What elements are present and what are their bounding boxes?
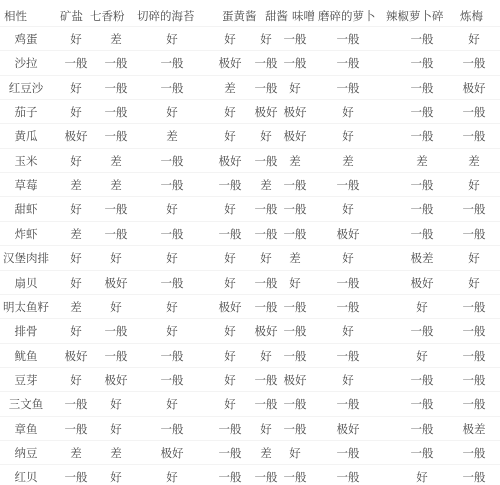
table-cell: 极差 <box>410 251 434 265</box>
table-cell: 一般 <box>64 56 88 70</box>
row-divider <box>0 416 500 417</box>
table-cell: 好 <box>289 81 301 95</box>
table-cell: 好 <box>110 422 122 436</box>
table-cell: 一般 <box>410 56 434 70</box>
table-cell: 好 <box>166 202 178 216</box>
table-cell: 一般 <box>336 300 360 314</box>
table-cell: 好 <box>224 373 236 387</box>
table-cell: 极好 <box>64 349 88 363</box>
row-label: 鸡蛋 <box>14 32 38 46</box>
table-cell: 一般 <box>160 227 184 241</box>
table-cell: 好 <box>110 470 122 484</box>
table-cell: 极好 <box>160 446 184 460</box>
table-cell: 一般 <box>64 397 88 411</box>
table-cell: 好 <box>70 32 82 46</box>
row-label: 红豆沙 <box>8 81 44 95</box>
table-cell: 差 <box>70 300 82 314</box>
table-cell: 差 <box>110 154 122 168</box>
table-cell: 一般 <box>410 32 434 46</box>
table-cell: 好 <box>224 397 236 411</box>
table-cell: 极好 <box>254 105 278 119</box>
table-cell: 好 <box>342 373 354 387</box>
row-divider <box>0 270 500 271</box>
table-cell: 一般 <box>64 422 88 436</box>
table-cell: 差 <box>110 446 122 460</box>
header-shichimi: 七香粉 <box>90 9 125 23</box>
table-cell: 极好 <box>336 422 360 436</box>
row-label: 茄子 <box>14 105 38 119</box>
table-cell: 一般 <box>336 397 360 411</box>
table-cell: 差 <box>166 129 178 143</box>
header-chili-radish: 辣椒萝卜碎 <box>386 9 444 23</box>
row-divider <box>0 343 500 344</box>
row-divider <box>0 221 500 222</box>
table-cell: 一般 <box>64 470 88 484</box>
row-label: 豆芽 <box>14 373 38 387</box>
table-cell: 一般 <box>160 178 184 192</box>
table-cell: 一般 <box>104 105 128 119</box>
header-pickled-plum: 炼梅 <box>460 9 483 23</box>
table-cell: 一般 <box>104 129 128 143</box>
row-divider <box>0 391 500 392</box>
table-cell: 差 <box>70 446 82 460</box>
table-cell: 好 <box>260 251 272 265</box>
table-cell: 一般 <box>104 202 128 216</box>
table-cell: 极好 <box>462 81 486 95</box>
table-cell: 好 <box>70 324 82 338</box>
table-cell: 好 <box>224 276 236 290</box>
table-cell: 一般 <box>462 129 486 143</box>
table-cell: 好 <box>468 178 480 192</box>
table-cell: 一般 <box>160 373 184 387</box>
table-cell: 极好 <box>254 324 278 338</box>
table-cell: 一般 <box>104 56 128 70</box>
table-cell: 好 <box>70 105 82 119</box>
table-cell: 差 <box>260 446 272 460</box>
table-cell: 一般 <box>160 81 184 95</box>
table-cell: 一般 <box>283 422 307 436</box>
row-divider <box>0 367 500 368</box>
row-label: 玉米 <box>14 154 38 168</box>
table-cell: 一般 <box>218 446 242 460</box>
table-cell: 好 <box>260 129 272 143</box>
row-divider <box>0 196 500 197</box>
table-cell: 差 <box>342 154 354 168</box>
table-cell: 一般 <box>462 397 486 411</box>
row-label: 甜虾 <box>14 202 38 216</box>
table-cell: 好 <box>110 300 122 314</box>
table-cell: 好 <box>342 251 354 265</box>
table-cell: 一般 <box>283 178 307 192</box>
table-cell: 一般 <box>336 81 360 95</box>
table-cell: 一般 <box>462 56 486 70</box>
table-cell: 一般 <box>410 129 434 143</box>
table-cell: 一般 <box>410 422 434 436</box>
table-cell: 一般 <box>283 470 307 484</box>
table-cell: 一般 <box>218 422 242 436</box>
table-cell: 一般 <box>254 202 278 216</box>
table-cell: 好 <box>342 324 354 338</box>
table-cell: 好 <box>224 324 236 338</box>
table-cell: 好 <box>70 81 82 95</box>
row-label: 红贝 <box>14 470 38 484</box>
table-cell: 一般 <box>336 178 360 192</box>
table-cell: 好 <box>166 397 178 411</box>
header-miso: 味噌 <box>292 9 315 23</box>
table-cell: 一般 <box>104 81 128 95</box>
table-cell: 极好 <box>104 373 128 387</box>
table-cell: 差 <box>289 251 301 265</box>
table-cell: 极好 <box>218 154 242 168</box>
table-cell: 好 <box>166 300 178 314</box>
table-cell: 一般 <box>283 56 307 70</box>
table-cell: 好 <box>70 202 82 216</box>
table-cell: 一般 <box>283 324 307 338</box>
table-cell: 一般 <box>218 178 242 192</box>
table-cell: 一般 <box>160 349 184 363</box>
table-cell: 极好 <box>218 300 242 314</box>
table-cell: 一般 <box>410 397 434 411</box>
table-cell: 一般 <box>104 227 128 241</box>
table-cell: 一般 <box>410 324 434 338</box>
table-cell: 一般 <box>160 154 184 168</box>
row-divider <box>0 26 500 27</box>
table-cell: 好 <box>289 276 301 290</box>
row-label: 三文鱼 <box>8 397 44 411</box>
table-cell: 极好 <box>283 373 307 387</box>
table-cell: 一般 <box>104 324 128 338</box>
header-rock-salt: 矿盐 <box>60 9 83 23</box>
table-cell: 一般 <box>462 324 486 338</box>
table-cell: 差 <box>110 178 122 192</box>
table-cell: 差 <box>289 154 301 168</box>
row-divider <box>0 464 500 465</box>
row-divider <box>0 148 500 149</box>
row-divider <box>0 172 500 173</box>
table-cell: 极好 <box>104 276 128 290</box>
table-cell: 好 <box>289 446 301 460</box>
table-cell: 一般 <box>336 32 360 46</box>
table-cell: 一般 <box>462 470 486 484</box>
table-cell: 好 <box>224 129 236 143</box>
table-cell: 差 <box>70 178 82 192</box>
table-cell: 好 <box>260 422 272 436</box>
row-label: 草莓 <box>14 178 38 192</box>
table-cell: 好 <box>468 276 480 290</box>
table-cell: 一般 <box>462 202 486 216</box>
table-cell: 好 <box>224 202 236 216</box>
table-cell: 一般 <box>336 276 360 290</box>
table-cell: 好 <box>166 105 178 119</box>
table-cell: 好 <box>110 251 122 265</box>
table-cell: 一般 <box>410 178 434 192</box>
table-cell: 好 <box>342 129 354 143</box>
table-cell: 差 <box>260 178 272 192</box>
table-cell: 一般 <box>410 446 434 460</box>
table-cell: 一般 <box>462 349 486 363</box>
table-cell: 一般 <box>336 470 360 484</box>
row-divider <box>0 75 500 76</box>
table-cell: 一般 <box>254 276 278 290</box>
table-cell: 好 <box>166 324 178 338</box>
row-divider <box>0 294 500 295</box>
header-sweet-sauce: 甜酱 <box>265 9 288 23</box>
table-cell: 极好 <box>336 227 360 241</box>
table-cell: 好 <box>166 251 178 265</box>
row-label: 扇贝 <box>14 276 38 290</box>
table-cell: 好 <box>416 300 428 314</box>
table-cell: 一般 <box>254 81 278 95</box>
table-cell: 一般 <box>410 227 434 241</box>
table-cell: 一般 <box>218 470 242 484</box>
table-cell: 好 <box>342 202 354 216</box>
table-cell: 一般 <box>462 373 486 387</box>
table-cell: 好 <box>224 32 236 46</box>
table-cell: 极好 <box>283 105 307 119</box>
table-cell: 好 <box>224 105 236 119</box>
row-divider <box>0 318 500 319</box>
table-cell: 一般 <box>254 154 278 168</box>
table-cell: 一般 <box>410 202 434 216</box>
table-cell: 一般 <box>336 446 360 460</box>
table-cell: 一般 <box>104 349 128 363</box>
table-cell: 好 <box>260 349 272 363</box>
table-cell: 极差 <box>462 422 486 436</box>
table-cell: 一般 <box>410 373 434 387</box>
header-pairing: 相性 <box>4 9 27 23</box>
table-cell: 好 <box>260 32 272 46</box>
row-divider <box>0 245 500 246</box>
table-cell: 好 <box>110 397 122 411</box>
table-cell: 差 <box>110 32 122 46</box>
table-cell: 一般 <box>254 300 278 314</box>
row-label: 汉堡肉排 <box>3 251 49 265</box>
table-cell: 好 <box>224 349 236 363</box>
header-seaweed: 切碎的海苔 <box>137 9 195 23</box>
table-cell: 一般 <box>254 373 278 387</box>
table-cell: 好 <box>224 251 236 265</box>
table-cell: 好 <box>342 105 354 119</box>
table-cell: 一般 <box>254 227 278 241</box>
row-label: 排骨 <box>14 324 38 338</box>
table-cell: 一般 <box>283 397 307 411</box>
row-divider <box>0 123 500 124</box>
row-label: 沙拉 <box>14 56 38 70</box>
table-cell: 一般 <box>160 56 184 70</box>
table-cell: 极好 <box>64 129 88 143</box>
table-cell: 好 <box>416 349 428 363</box>
table-cell: 一般 <box>410 105 434 119</box>
table-cell: 一般 <box>254 56 278 70</box>
table-cell: 一般 <box>462 227 486 241</box>
table-cell: 一般 <box>160 276 184 290</box>
table-cell: 好 <box>166 32 178 46</box>
header-grated-radish: 磨碎的萝卜 <box>318 9 376 23</box>
table-cell: 好 <box>468 32 480 46</box>
table-cell: 极好 <box>218 56 242 70</box>
row-label: 明太鱼籽 <box>3 300 49 314</box>
table-cell: 一般 <box>410 81 434 95</box>
table-cell: 一般 <box>283 349 307 363</box>
table-cell: 一般 <box>283 202 307 216</box>
table-cell: 差 <box>416 154 428 168</box>
table-cell: 好 <box>70 154 82 168</box>
table-cell: 一般 <box>254 470 278 484</box>
row-label: 章鱼 <box>14 422 38 436</box>
table-cell: 一般 <box>283 300 307 314</box>
table-cell: 一般 <box>336 56 360 70</box>
row-label: 纳豆 <box>14 446 38 460</box>
table-cell: 好 <box>416 470 428 484</box>
row-divider <box>0 50 500 51</box>
table-cell: 一般 <box>254 397 278 411</box>
table-cell: 差 <box>224 81 236 95</box>
row-divider <box>0 99 500 100</box>
header-mayonnaise: 蛋黄酱 <box>222 9 257 23</box>
row-divider <box>0 440 500 441</box>
row-label: 黄瓜 <box>14 129 38 143</box>
table-cell: 好 <box>70 276 82 290</box>
table-cell: 一般 <box>218 227 242 241</box>
table-cell: 差 <box>70 227 82 241</box>
table-cell: 极好 <box>283 129 307 143</box>
table-cell: 极好 <box>410 276 434 290</box>
table-cell: 一般 <box>462 105 486 119</box>
table-cell: 一般 <box>160 422 184 436</box>
table-cell: 一般 <box>336 349 360 363</box>
table-cell: 一般 <box>462 300 486 314</box>
table-cell: 好 <box>70 251 82 265</box>
table-cell: 一般 <box>283 227 307 241</box>
table-cell: 好 <box>468 251 480 265</box>
table-cell: 一般 <box>462 446 486 460</box>
table-cell: 一般 <box>283 32 307 46</box>
table-cell: 好 <box>166 470 178 484</box>
table-cell: 差 <box>468 154 480 168</box>
table-cell: 好 <box>70 373 82 387</box>
row-label: 炸虾 <box>14 227 38 241</box>
row-label: 鱿鱼 <box>14 349 38 363</box>
